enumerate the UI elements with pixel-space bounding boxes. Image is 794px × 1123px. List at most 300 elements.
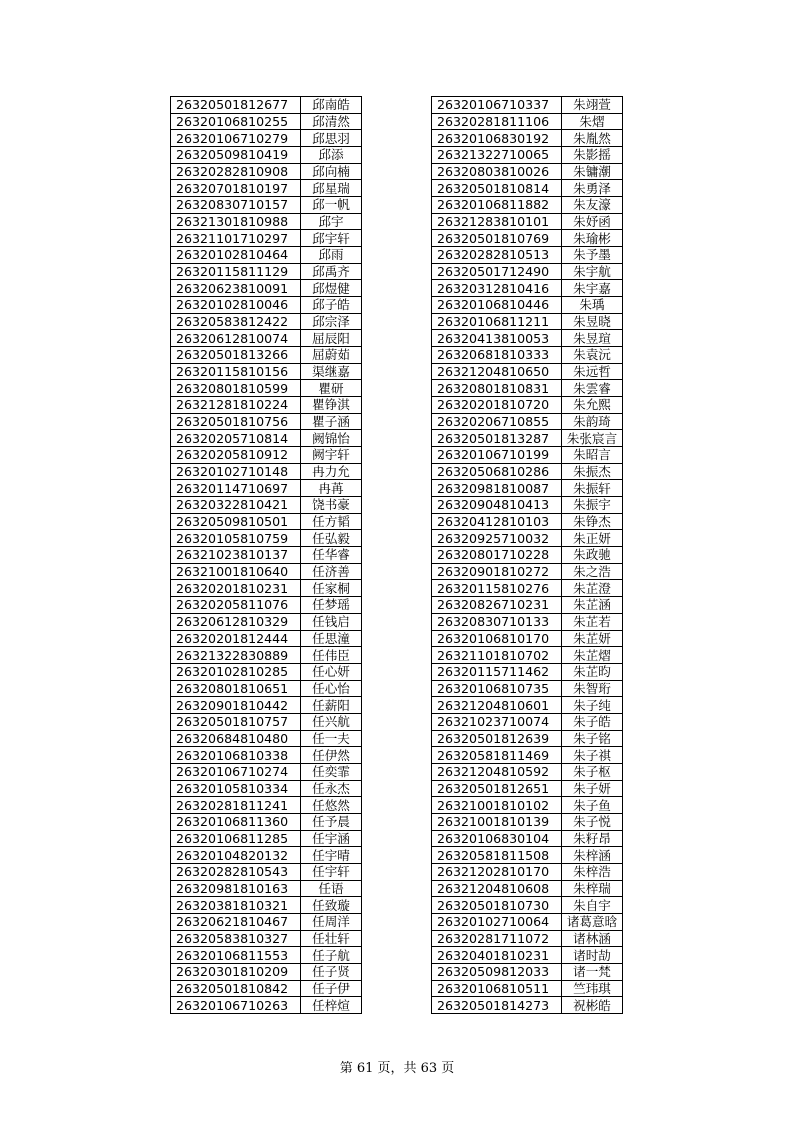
candidate-id-cell: 26320830710133 [432, 613, 562, 630]
candidate-name-cell: 任周洋 [301, 913, 362, 930]
candidate-name-cell: 任钱启 [301, 613, 362, 630]
candidate-id-cell: 26320501712490 [432, 263, 562, 280]
candidate-name-cell: 邱宗泽 [301, 313, 362, 330]
candidate-name-cell: 朱子皓 [562, 713, 623, 730]
candidate-id-cell: 26320106810511 [432, 980, 562, 997]
candidate-name-cell: 朱政驰 [562, 547, 623, 564]
candidate-id-cell: 26321204810608 [432, 880, 562, 897]
candidate-name-cell: 任宇晴 [301, 847, 362, 864]
table-row [432, 880, 623, 897]
table-row [171, 697, 362, 714]
candidate-id-cell: 26320114710697 [171, 480, 301, 497]
candidate-id-cell: 26320801810831 [432, 380, 562, 397]
candidate-id-cell: 26320413810053 [432, 330, 562, 347]
candidate-name-cell: 朱芷涵 [562, 597, 623, 614]
candidate-name-cell: 朱予墨 [562, 247, 623, 264]
candidate-id-cell: 26320583810327 [171, 930, 301, 947]
candidate-name-cell: 朱芷昀 [562, 663, 623, 680]
candidate-id-cell: 26320282810513 [432, 247, 562, 264]
candidate-id-cell: 26321001810640 [171, 563, 301, 580]
candidate-name-cell: 朱宇航 [562, 263, 623, 280]
candidate-id-cell: 26320106710279 [171, 130, 301, 147]
table-row [171, 313, 362, 330]
candidate-id-cell: 26320106710263 [171, 997, 301, 1014]
candidate-name-cell: 阙宇轩 [301, 447, 362, 464]
table-row [432, 780, 623, 797]
candidate-name-cell: 邱清然 [301, 113, 362, 130]
candidate-id-cell: 26320102810046 [171, 297, 301, 314]
table-row [171, 730, 362, 747]
candidate-name-cell: 任伊然 [301, 747, 362, 764]
candidate-name-cell: 朱振宇 [562, 497, 623, 514]
table-row [171, 447, 362, 464]
candidate-id-cell: 26320501810814 [432, 180, 562, 197]
table-row [171, 513, 362, 530]
candidate-id-cell: 26320106811882 [432, 197, 562, 214]
candidate-id-cell: 26321204810592 [432, 763, 562, 780]
table-row [432, 963, 623, 980]
table-row [171, 163, 362, 180]
table-row [432, 230, 623, 247]
roster-table-right-body [432, 97, 623, 1014]
table-row [171, 547, 362, 564]
candidate-name-cell: 朱宇嘉 [562, 280, 623, 297]
table-row [432, 763, 623, 780]
roster-table-left-body [171, 97, 362, 1014]
candidate-name-cell: 朱梓瑞 [562, 880, 623, 897]
candidate-id-cell: 26320612810329 [171, 613, 301, 630]
table-row [432, 997, 623, 1014]
table-row [432, 580, 623, 597]
candidate-name-cell: 朱胤然 [562, 130, 623, 147]
table-row [171, 780, 362, 797]
table-row [432, 163, 623, 180]
candidate-id-cell: 26321322830889 [171, 647, 301, 664]
table-row [171, 847, 362, 864]
candidate-id-cell: 26320301810209 [171, 963, 301, 980]
candidate-id-cell: 26320205710814 [171, 430, 301, 447]
candidate-name-cell: 朱妤函 [562, 213, 623, 230]
candidate-name-cell: 朱张宸言 [562, 430, 623, 447]
table-row [432, 830, 623, 847]
table-row [171, 813, 362, 830]
candidate-name-cell: 朱铮杰 [562, 513, 623, 530]
candidate-name-cell: 瞿铮淇 [301, 397, 362, 414]
candidate-name-cell: 诸时劼 [562, 947, 623, 964]
candidate-name-cell: 朱友濠 [562, 197, 623, 214]
candidate-id-cell: 26321322710065 [432, 147, 562, 164]
candidate-name-cell: 冉力允 [301, 463, 362, 480]
candidate-id-cell: 26320901810442 [171, 697, 301, 714]
candidate-id-cell: 26320106811285 [171, 830, 301, 847]
candidate-name-cell: 邱子皓 [301, 297, 362, 314]
candidate-id-cell: 26320506810286 [432, 463, 562, 480]
table-row [432, 563, 623, 580]
candidate-id-cell: 26320501813287 [432, 430, 562, 447]
candidate-id-cell: 26320312810416 [432, 280, 562, 297]
candidate-id-cell: 26320104820132 [171, 847, 301, 864]
candidate-id-cell: 26320623810091 [171, 280, 301, 297]
candidate-name-cell: 朱芷澄 [562, 580, 623, 597]
candidate-id-cell: 26320105810334 [171, 780, 301, 797]
candidate-id-cell: 26320106710337 [432, 97, 562, 114]
candidate-id-cell: 26320106830192 [432, 130, 562, 147]
table-row [171, 930, 362, 947]
candidate-name-cell: 朱镛潮 [562, 163, 623, 180]
candidate-id-cell: 26320981810163 [171, 880, 301, 897]
table-row [171, 380, 362, 397]
candidate-name-cell: 任心妍 [301, 663, 362, 680]
candidate-id-cell: 26320106710274 [171, 763, 301, 780]
candidate-id-cell: 26320681810333 [432, 347, 562, 364]
candidate-name-cell: 邱星瑞 [301, 180, 362, 197]
candidate-name-cell: 任弘毅 [301, 530, 362, 547]
candidate-id-cell: 26320801710228 [432, 547, 562, 564]
candidate-name-cell: 屈蔚茹 [301, 347, 362, 364]
candidate-id-cell: 26320105810759 [171, 530, 301, 547]
table-row [171, 330, 362, 347]
candidate-id-cell: 26320581811508 [432, 847, 562, 864]
table-row [432, 713, 623, 730]
table-row [432, 847, 623, 864]
candidate-id-cell: 26320701810197 [171, 180, 301, 197]
candidate-name-cell: 朱雲睿 [562, 380, 623, 397]
candidate-name-cell: 邱宇 [301, 213, 362, 230]
table-row [171, 597, 362, 614]
candidate-id-cell: 26321283810101 [432, 213, 562, 230]
candidate-name-cell: 邱雨 [301, 247, 362, 264]
candidate-name-cell: 朱芷若 [562, 613, 623, 630]
candidate-id-cell: 26320904810413 [432, 497, 562, 514]
candidate-id-cell: 26320621810467 [171, 913, 301, 930]
candidate-id-cell: 26320501810756 [171, 413, 301, 430]
candidate-name-cell: 邱思羽 [301, 130, 362, 147]
candidate-id-cell: 26321101810702 [432, 647, 562, 664]
table-row [171, 530, 362, 547]
table-row [432, 213, 623, 230]
table-row [171, 647, 362, 664]
candidate-name-cell: 任子航 [301, 947, 362, 964]
candidate-id-cell: 26321101710297 [171, 230, 301, 247]
candidate-name-cell: 朱昭言 [562, 447, 623, 464]
candidate-id-cell: 26320106811360 [171, 813, 301, 830]
candidate-name-cell: 邱向楠 [301, 163, 362, 180]
candidate-name-cell: 邱南皓 [301, 97, 362, 114]
table-row [432, 380, 623, 397]
table-row [432, 497, 623, 514]
table-row [432, 547, 623, 564]
table-row [432, 530, 623, 547]
table-row [432, 597, 623, 614]
candidate-name-cell: 朱芷妍 [562, 630, 623, 647]
table-row [171, 947, 362, 964]
table-row [171, 413, 362, 430]
candidate-name-cell: 朱允熙 [562, 397, 623, 414]
candidate-id-cell: 26320981810087 [432, 480, 562, 497]
table-row [432, 247, 623, 264]
candidate-name-cell: 任梦瑶 [301, 597, 362, 614]
candidate-name-cell: 朱子祺 [562, 747, 623, 764]
table-row [171, 280, 362, 297]
candidate-name-cell: 瞿子涵 [301, 413, 362, 430]
candidate-id-cell: 26320106810170 [432, 630, 562, 647]
candidate-name-cell: 朱翊萱 [562, 97, 623, 114]
table-row [171, 263, 362, 280]
table-row [171, 713, 362, 730]
candidate-id-cell: 26320826710231 [432, 597, 562, 614]
table-row [171, 113, 362, 130]
table-row [432, 613, 623, 630]
candidate-name-cell: 朱昱瑄 [562, 330, 623, 347]
candidate-id-cell: 26320612810074 [171, 330, 301, 347]
table-row [432, 630, 623, 647]
table-row [432, 447, 623, 464]
candidate-name-cell: 邱煜健 [301, 280, 362, 297]
candidate-name-cell: 朱子鱼 [562, 797, 623, 814]
candidate-name-cell: 任华睿 [301, 547, 362, 564]
candidate-name-cell: 任永杰 [301, 780, 362, 797]
table-row [432, 330, 623, 347]
candidate-name-cell: 朱自宇 [562, 897, 623, 914]
candidate-name-cell: 任兴航 [301, 713, 362, 730]
table-row [171, 497, 362, 514]
candidate-name-cell: 邱添 [301, 147, 362, 164]
candidate-id-cell: 26320830710157 [171, 197, 301, 214]
candidate-name-cell: 阙锦怡 [301, 430, 362, 447]
candidate-id-cell: 26320201812444 [171, 630, 301, 647]
table-row [171, 430, 362, 447]
candidate-id-cell: 26320206710855 [432, 413, 562, 430]
page-number-footer: 第 61 页，共 63 页 [339, 1061, 455, 1076]
candidate-id-cell: 26320102810464 [171, 247, 301, 264]
candidate-name-cell: 竺玮琪 [562, 980, 623, 997]
candidate-id-cell: 26320115810276 [432, 580, 562, 597]
table-row [171, 830, 362, 847]
table-row [432, 797, 623, 814]
table-row [432, 430, 623, 447]
candidate-id-cell: 26320205811076 [171, 597, 301, 614]
candidate-name-cell: 任薪阳 [301, 697, 362, 714]
candidate-id-cell: 26320509812033 [432, 963, 562, 980]
candidate-id-cell: 26320106830104 [432, 830, 562, 847]
candidate-id-cell: 26320501812651 [432, 780, 562, 797]
candidate-id-cell: 26320102710064 [432, 913, 562, 930]
candidate-id-cell: 26320281811241 [171, 797, 301, 814]
candidate-name-cell: 朱正妍 [562, 530, 623, 547]
candidate-name-cell: 朱子铭 [562, 730, 623, 747]
table-row [432, 747, 623, 764]
candidate-name-cell: 诸林涵 [562, 930, 623, 947]
table-row [432, 813, 623, 830]
candidate-id-cell: 26320501814273 [432, 997, 562, 1014]
table-row [171, 130, 362, 147]
candidate-name-cell: 朱瑜彬 [562, 230, 623, 247]
table-row [171, 480, 362, 497]
table-row [432, 413, 623, 430]
table-row [432, 130, 623, 147]
candidate-id-cell: 26320803810026 [432, 163, 562, 180]
candidate-id-cell: 26320901810272 [432, 563, 562, 580]
candidate-name-cell: 任济善 [301, 563, 362, 580]
table-row [171, 630, 362, 647]
candidate-name-cell: 诸一梵 [562, 963, 623, 980]
candidate-id-cell: 26320509810501 [171, 513, 301, 530]
candidate-name-cell: 朱智珩 [562, 680, 623, 697]
table-row [171, 147, 362, 164]
table-row [171, 463, 362, 480]
candidate-id-cell: 26320281711072 [432, 930, 562, 947]
candidate-id-cell: 26321001810139 [432, 813, 562, 830]
table-row [171, 663, 362, 680]
candidate-id-cell: 26320583812422 [171, 313, 301, 330]
table-row [432, 313, 623, 330]
candidate-name-cell: 朱子纯 [562, 697, 623, 714]
candidate-name-cell: 祝彬皓 [562, 997, 623, 1014]
candidate-name-cell: 朱袁沅 [562, 347, 623, 364]
table-row [432, 147, 623, 164]
candidate-name-cell: 任宇涵 [301, 830, 362, 847]
candidate-id-cell: 26320401810231 [432, 947, 562, 964]
table-row [432, 680, 623, 697]
table-row [432, 913, 623, 930]
candidate-id-cell: 26320115810156 [171, 363, 301, 380]
candidate-name-cell: 诸葛意晗 [562, 913, 623, 930]
table-row [171, 747, 362, 764]
candidate-name-cell: 任方韬 [301, 513, 362, 530]
candidate-name-cell: 朱勇泽 [562, 180, 623, 197]
table-row [171, 997, 362, 1014]
candidate-id-cell: 26320509810419 [171, 147, 301, 164]
candidate-name-cell: 朱梓浩 [562, 863, 623, 880]
candidate-id-cell: 26320281811106 [432, 113, 562, 130]
table-row [171, 397, 362, 414]
candidate-name-cell: 朱远哲 [562, 363, 623, 380]
candidate-name-cell: 任心怡 [301, 680, 362, 697]
candidate-name-cell: 朱子悦 [562, 813, 623, 830]
candidate-name-cell: 任奕霏 [301, 763, 362, 780]
table-row [171, 963, 362, 980]
candidate-id-cell: 26320115811129 [171, 263, 301, 280]
candidate-name-cell: 任语 [301, 880, 362, 897]
candidate-name-cell: 朱子妍 [562, 780, 623, 797]
candidate-id-cell: 26320925710032 [432, 530, 562, 547]
candidate-id-cell: 26320106810735 [432, 680, 562, 697]
table-row [171, 180, 362, 197]
roster-table-right [431, 96, 623, 1014]
candidate-id-cell: 26321301810988 [171, 213, 301, 230]
candidate-name-cell: 任宇轩 [301, 863, 362, 880]
table-row [171, 680, 362, 697]
table-row [432, 947, 623, 964]
candidate-name-cell: 邱一帆 [301, 197, 362, 214]
candidate-id-cell: 26320501812677 [171, 97, 301, 114]
candidate-name-cell: 朱振轩 [562, 480, 623, 497]
table-row [171, 230, 362, 247]
candidate-id-cell: 26321281810224 [171, 397, 301, 414]
candidate-id-cell: 26320684810480 [171, 730, 301, 747]
candidate-id-cell: 26320201810231 [171, 580, 301, 597]
table-row [432, 897, 623, 914]
candidate-id-cell: 26321204810650 [432, 363, 562, 380]
table-row [171, 363, 362, 380]
candidate-name-cell: 朱影摇 [562, 147, 623, 164]
candidate-name-cell: 朱芷熠 [562, 647, 623, 664]
candidate-id-cell: 26320106810446 [432, 297, 562, 314]
candidate-name-cell: 邱宇轩 [301, 230, 362, 247]
candidate-id-cell: 26320501810842 [171, 980, 301, 997]
candidate-id-cell: 26320501813266 [171, 347, 301, 364]
table-row [432, 263, 623, 280]
candidate-name-cell: 朱熠 [562, 113, 623, 130]
candidate-name-cell: 朱振杰 [562, 463, 623, 480]
candidate-id-cell: 26320801810651 [171, 680, 301, 697]
candidate-name-cell: 任悠然 [301, 797, 362, 814]
table-row [432, 363, 623, 380]
candidate-name-cell: 任子贤 [301, 963, 362, 980]
table-row [171, 213, 362, 230]
candidate-id-cell: 26320106810338 [171, 747, 301, 764]
candidate-name-cell: 任家桐 [301, 580, 362, 597]
candidate-name-cell: 任伟臣 [301, 647, 362, 664]
table-row [171, 197, 362, 214]
table-row [432, 113, 623, 130]
table-row [432, 463, 623, 480]
candidate-name-cell: 任子伊 [301, 980, 362, 997]
candidate-id-cell: 26320501810757 [171, 713, 301, 730]
table-row [171, 763, 362, 780]
candidate-id-cell: 26320205810912 [171, 447, 301, 464]
table-row [171, 347, 362, 364]
table-row [432, 480, 623, 497]
candidate-name-cell: 朱之浩 [562, 563, 623, 580]
candidate-name-cell: 渠继嘉 [301, 363, 362, 380]
candidate-id-cell: 26320581811469 [432, 747, 562, 764]
candidate-id-cell: 26320501810730 [432, 897, 562, 914]
candidate-id-cell: 26320102710148 [171, 463, 301, 480]
table-row [432, 397, 623, 414]
candidate-name-cell: 屈辰阳 [301, 330, 362, 347]
candidate-id-cell: 26320201810720 [432, 397, 562, 414]
candidate-name-cell: 朱籽昂 [562, 830, 623, 847]
candidate-name-cell: 邱禹齐 [301, 263, 362, 280]
candidate-name-cell: 瞿研 [301, 380, 362, 397]
table-row [171, 563, 362, 580]
table-row [432, 730, 623, 747]
candidate-id-cell: 26321202810170 [432, 863, 562, 880]
candidate-id-cell: 26320282810543 [171, 863, 301, 880]
candidate-id-cell: 26320282810908 [171, 163, 301, 180]
candidate-name-cell: 朱韵琦 [562, 413, 623, 430]
candidate-id-cell: 26321204810601 [432, 697, 562, 714]
table-row [171, 297, 362, 314]
candidate-id-cell: 26321001810102 [432, 797, 562, 814]
candidate-name-cell: 任壮轩 [301, 930, 362, 947]
candidate-id-cell: 26320115711462 [432, 663, 562, 680]
table-row [171, 797, 362, 814]
candidate-id-cell: 26320322810421 [171, 497, 301, 514]
table-row [171, 580, 362, 597]
candidate-name-cell: 任一夫 [301, 730, 362, 747]
table-row [171, 247, 362, 264]
table-row [432, 663, 623, 680]
candidate-name-cell: 任梓煊 [301, 997, 362, 1014]
table-row [171, 613, 362, 630]
candidate-name-cell: 冉苒 [301, 480, 362, 497]
candidate-name-cell: 任思潼 [301, 630, 362, 647]
candidate-name-cell: 任予晨 [301, 813, 362, 830]
candidate-id-cell: 26320501812639 [432, 730, 562, 747]
candidate-id-cell: 26320106811211 [432, 313, 562, 330]
